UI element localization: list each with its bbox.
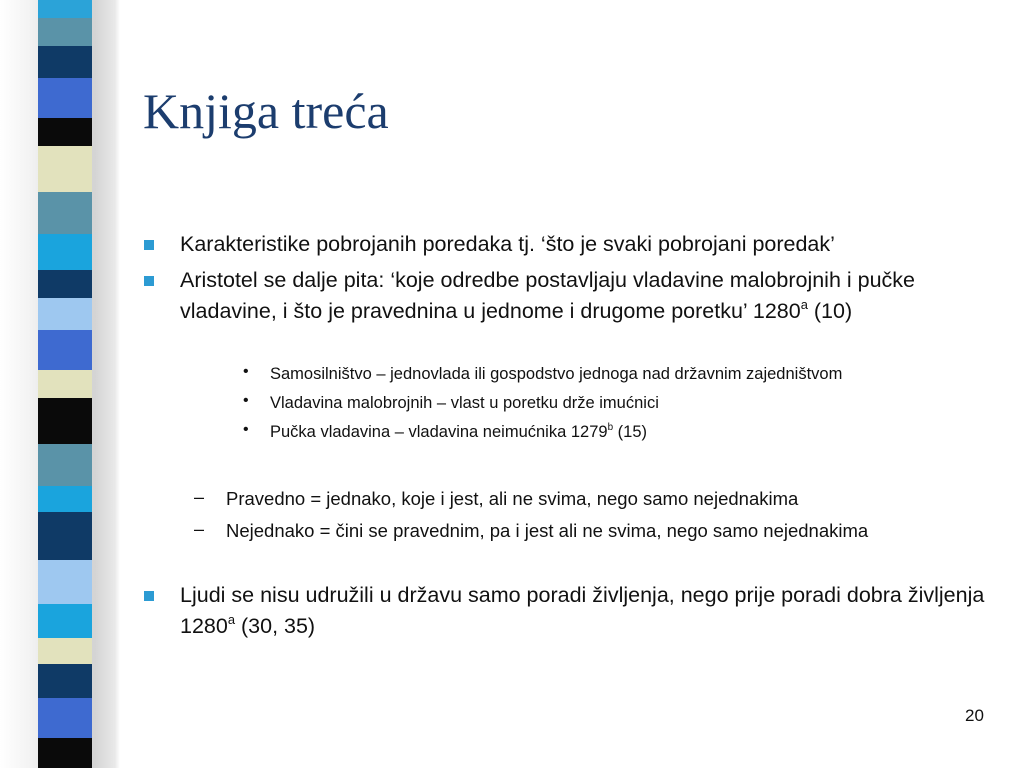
- sub-bullet-text: Vladavina malobrojnih – vlast u poretku drže imućnici: [270, 394, 659, 412]
- dot-bullet-icon: •: [243, 363, 249, 380]
- strip-band: [38, 234, 92, 270]
- strip-band: [38, 604, 92, 638]
- dash-text: Nejednako = čini se pravednim, pa i jest ali ne svima, nego samo nejednakima: [226, 520, 869, 541]
- strip-band: [38, 370, 92, 398]
- strip-band: [38, 18, 92, 46]
- bullet-text: Aristotel se dalje pita: ‘koje odredbe postavljaju vladavine malobrojnih i pučke vladavine, i što je pravednina u jednome i drugome poretku’ 1280: [180, 268, 916, 323]
- decorative-side-strip: [0, 0, 120, 768]
- strip-band: [38, 664, 92, 698]
- strip-band: [38, 192, 92, 234]
- strip-band: [38, 512, 92, 560]
- bullet-square-icon: [144, 240, 154, 250]
- bullet-text: Ljudi se nisu udružili u državu samo poradi življenja, nego prije poradi dobra življenja 1280: [180, 583, 985, 638]
- dot-bullet-icon: •: [243, 392, 249, 409]
- bullet-tail: (10): [807, 299, 853, 323]
- strip-band: [38, 486, 92, 512]
- strip-band: [38, 330, 92, 370]
- sub-bullet-text: Samosilništvo – jednovlada ili gospodstvo jednoga nad državnim zajedništvom: [270, 365, 843, 383]
- strip-band: [38, 118, 92, 146]
- strip-band: [38, 298, 92, 330]
- strip-band: [38, 270, 92, 298]
- strip-band: [38, 638, 92, 664]
- bullet-item-3: [180, 580, 990, 642]
- strip-band: [38, 698, 92, 738]
- superscript: a: [800, 296, 808, 312]
- strip-band: [38, 560, 92, 604]
- strip-band: [38, 146, 92, 192]
- strip-band: [38, 444, 92, 486]
- strip-band: [38, 738, 92, 768]
- strip-band: [38, 0, 92, 18]
- bullet-item-1: [180, 229, 990, 260]
- dash-item-2: [226, 518, 946, 544]
- dash-text: Pravedno = jednako, koje i jest, ali ne svima, nego samo nejednakima: [226, 488, 799, 509]
- bullet-text: Karakteristike pobrojanih poredaka tj. ‘što je svaki pobrojani poredak’: [180, 232, 835, 256]
- sub-bullet-item-2: [270, 392, 970, 414]
- strip-band: [38, 398, 92, 444]
- dash-bullet-icon: –: [194, 519, 205, 539]
- slide-title: Knjiga treća: [143, 83, 389, 139]
- sub-bullet-tail: (15): [613, 423, 647, 441]
- dot-bullet-icon: •: [243, 421, 249, 438]
- sub-bullet-text: Pučka vladavina – vladavina neimućnika 1279: [270, 423, 608, 441]
- dash-bullet-icon: –: [194, 487, 205, 507]
- sub-bullet-item-1: [270, 363, 970, 385]
- bullet-square-icon: [144, 276, 154, 286]
- sub-bullet-item-3: [270, 421, 970, 443]
- page-number: 20: [965, 706, 984, 725]
- dash-item-1: [226, 486, 946, 512]
- superscript: a: [227, 611, 236, 627]
- strip-band: [38, 78, 92, 118]
- bullet-square-icon: [144, 591, 154, 601]
- superscript: b: [607, 422, 614, 434]
- bullet-tail: (30, 35): [235, 614, 316, 638]
- strip-band: [38, 46, 92, 78]
- bullet-item-2: [180, 265, 990, 327]
